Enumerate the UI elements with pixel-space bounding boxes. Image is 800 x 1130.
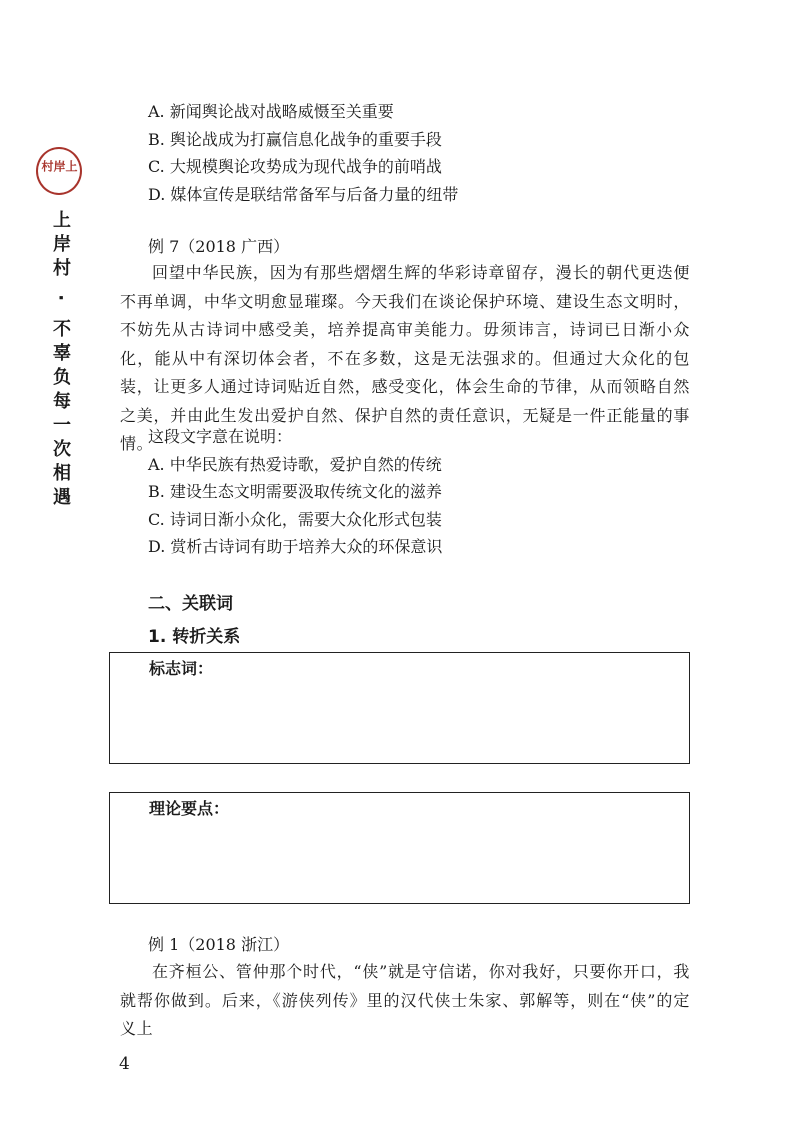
example-7-option-d: D. 赏析古诗词有助于培养大众的环保意识 (148, 537, 443, 556)
example-7-option-c: C. 诗词日渐小众化，需要大众化形式包装 (148, 510, 442, 529)
example-7-option-a: A. 中华民族有热爱诗歌，爱护自然的传统 (148, 455, 442, 474)
example-7-question: 这段文字意在说明： (148, 427, 293, 446)
brand-slogan: 上岸村 · 不辜负每一次相遇 (50, 210, 71, 512)
brand-seal (36, 147, 82, 195)
theory-box (109, 792, 690, 904)
option-a-top: A. 新闻舆论战对战略威慑至关重要 (148, 102, 394, 121)
page-number: 4 (119, 1054, 130, 1074)
example-1-passage: 在齐桓公、管仲那个时代，“侠”就是守信诺，你对我好，只要你开口，我就帮你做到。后来，《游侠列传》里的汉代侠士朱家、郭解等，则在“侠”的定义上 (120, 962, 690, 1038)
brand-seal-text: 上岸村 (40, 160, 78, 172)
theory-label: 理论要点： (149, 799, 230, 818)
section-subheading: 1. 转折关系 (148, 627, 241, 647)
example-7-option-b: B. 建设生态文明需要汲取传统文化的滋养 (148, 482, 442, 501)
keywords-label: 标志词： (149, 659, 214, 678)
example-1-title: 例 1（2018 浙江） (148, 935, 290, 954)
option-b-top: B. 舆论战成为打赢信息化战争的重要手段 (148, 130, 442, 149)
example-7-title: 例 7（2018 广西） (148, 237, 290, 256)
option-d-top: D. 媒体宣传是联结常备军与后备力量的纽带 (148, 185, 459, 204)
section-heading: 二、关联词 (148, 594, 233, 614)
option-c-top: C. 大规模舆论攻势成为现代战争的前哨战 (148, 157, 442, 176)
example-7-passage: 回望中华民族，因为有那些熠熠生辉的华彩诗章留存，漫长的朝代更迭便不再单调，中华文明愈显璀璨。今天我们在谈论保护环境、建设生态文明时，不妨先从古诗词中感受美，培养提高审美能力。毋须讳言，诗词已日渐小众化，能从中有深切体会者，不在多数，这是无法强求的。但通过大众化的包装，让更多人通过诗词贴近自然，感受变化，体会生命的节律，从而领略自然之美，并由此生发出爱护自然、保护自然的责任意识，无疑是一件正能量的事情。 (120, 263, 690, 453)
keywords-box (109, 652, 690, 764)
